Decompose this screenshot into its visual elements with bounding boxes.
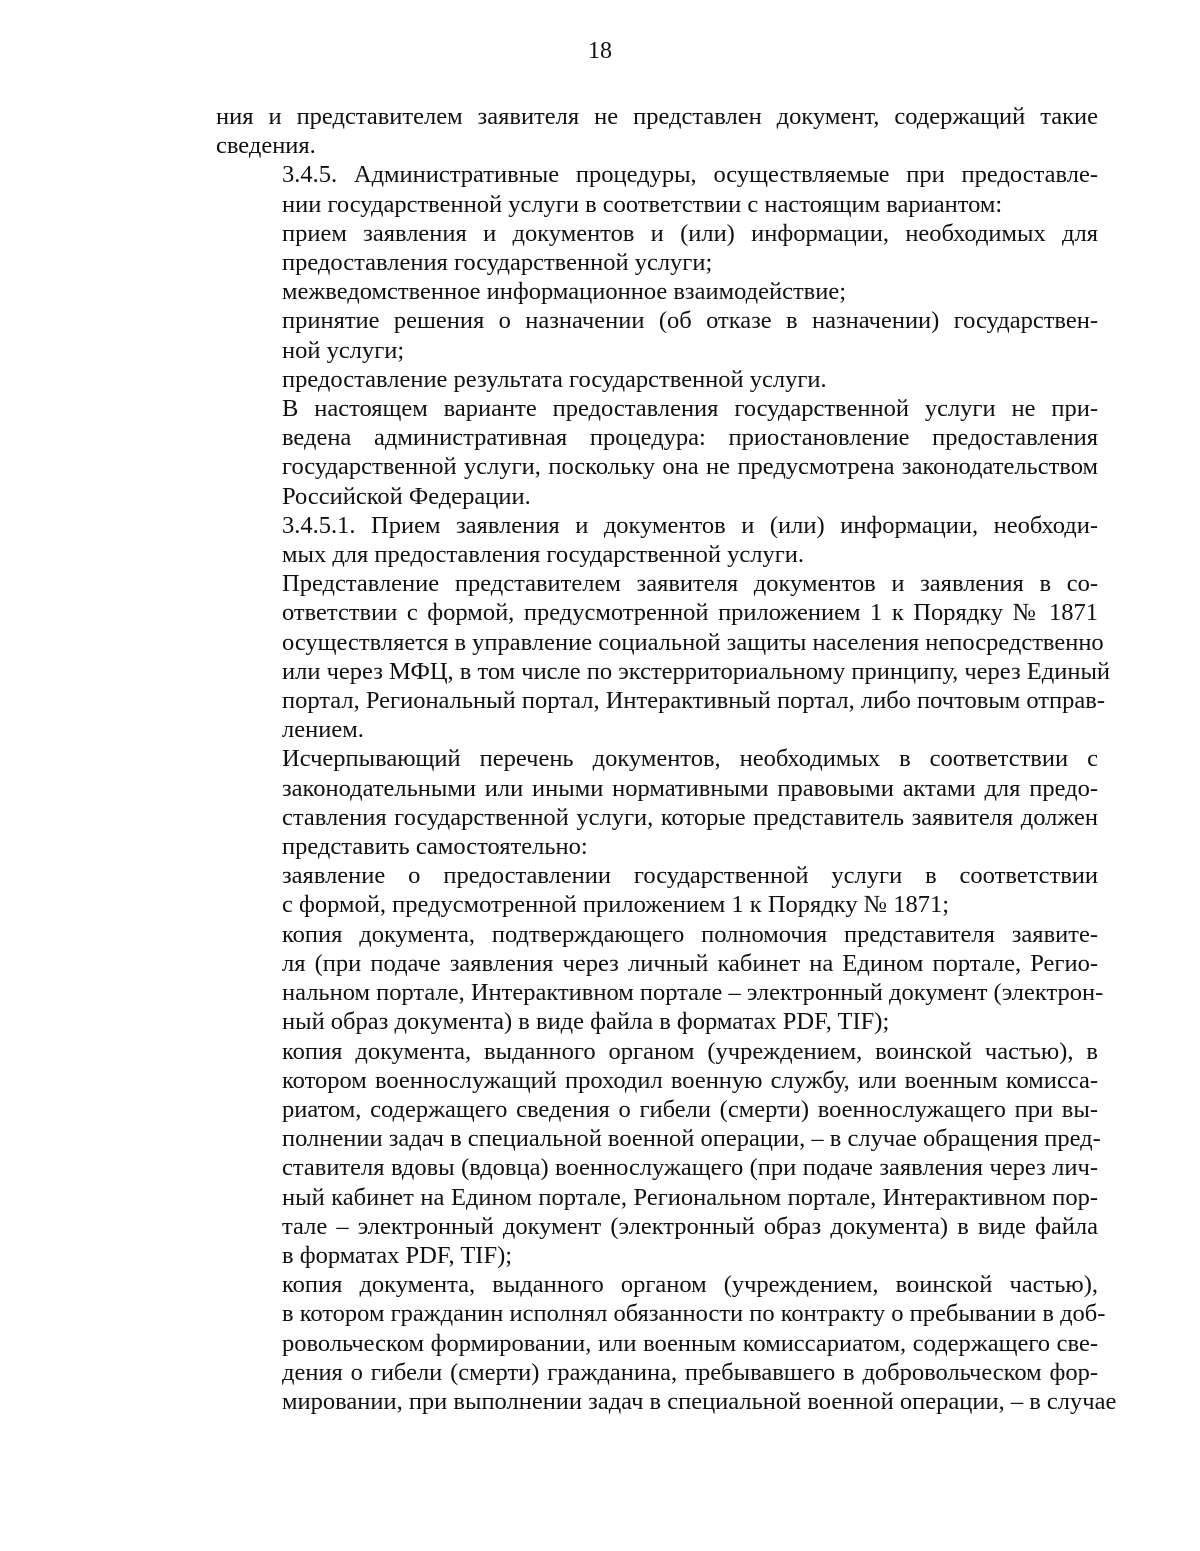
text-line: полнении задач в специальной военной операции, – в случае обращения пред- [282,1125,1101,1153]
text-line: копия документа, подтверждающего полномочия представителя заявите- [282,920,1098,948]
text-line: мировании, при выполнении задач в специальной военной операции, – в случае [282,1387,1117,1415]
paragraph [216,511,1098,569]
paragraph [216,861,1098,919]
paragraph [216,102,1098,160]
paragraph [216,920,1104,1037]
text-line: предоставления государственной услуги; [282,249,713,277]
text-line: Представление представителем заявителя документов и заявления в со- [282,570,1098,598]
text-line: в котором гражданин исполнял обязанности по контракту о пребывании в доб- [282,1300,1106,1328]
text-line: ведена административная процедура: приостановление предоставления [282,424,1098,452]
text-line: 3.4.5.1. Прием заявления и документов и (или) информации, необходи- [282,511,1098,539]
text-line: В настоящем варианте предоставления государственной услуги не при- [282,395,1098,423]
paragraph [216,277,1098,306]
paragraph [216,394,1098,511]
paragraph [216,569,1111,744]
text-line: ной услуги; [282,336,405,364]
text-line: осуществляется в управление социальной защиты населения непосредственно [282,628,1104,656]
paragraph [216,306,1098,364]
paragraph [216,1270,1117,1416]
text-line: риатом, содержащего сведения о гибели (смерти) военнослужащего при вы- [282,1095,1098,1123]
text-line: прием заявления и документов и (или) информации, необходимых для [282,219,1098,247]
text-line: Исчерпывающий перечень документов, необходимых в соответствии с [282,745,1098,773]
text-line: государственной услуги, поскольку она не предусмотрена законодательством [282,453,1098,481]
text-line: 3.4.5. Административные процедуры, осуществляемые при предоставле- [282,161,1098,189]
text-line: ставителя вдовы (вдовца) военнослужащего (при подаче заявления через лич- [282,1154,1098,1182]
text-line: с формой, предусмотренной приложением 1 к Порядку № 1871; [282,891,950,919]
text-line: заявление о предоставлении государственной услуги в соответствии [282,862,1098,890]
paragraph [216,744,1098,861]
text-line: ответствии с формой, предусмотренной приложением 1 к Порядку № 1871 [282,599,1098,627]
text-line: предоставление результата государственной услуги. [282,365,827,393]
text-line: ставления государственной услуги, которые представитель заявителя должен [282,803,1098,831]
paragraph [216,365,1098,394]
text-line: портал, Региональный портал, Интерактивный портал, либо почтовым отправ- [282,687,1105,715]
text-line: в форматах PDF, TIF); [282,1241,513,1269]
text-line: ный кабинет на Едином портале, Региональном портале, Интерактивном пор- [282,1183,1098,1211]
text-line: ровольческом формировании, или военным комиссариатом, содержащего све- [282,1329,1098,1357]
text-line: ный образ документа) в виде файла в форматах PDF, TIF); [282,1008,890,1036]
text-line: котором военнослужащий проходил военную службу, или военным комисса- [282,1066,1098,1094]
text-line: или через МФЦ, в том числе по экстерриториальному принципу, через Единый [282,657,1111,685]
text-line: копия документа, выданного органом (учреждением, воинской частью), [282,1271,1098,1299]
paragraph [216,219,1098,277]
text-line: лением. [282,716,364,744]
text-line: Российской Федерации. [282,482,531,510]
text-line: принятие решения о назначении (об отказе в назначении) государствен- [282,307,1098,335]
text-line: копия документа, выданного органом (учреждением, воинской частью), в [282,1037,1098,1065]
text-line: законодательными или иными нормативными правовыми актами для предо- [282,774,1098,802]
text-line: мых для предоставления государственной услуги. [282,541,805,569]
text-line: нальном портале, Интерактивном портале – электронный документ (электрон- [282,979,1104,1007]
text-line: ния и представителем заявителя не представлен документ, содержащий такие [216,103,1098,130]
document-body [216,102,1117,1416]
text-line: дения о гибели (смерти) гражданина, пребывавшего в добровольческом фор- [282,1358,1098,1386]
text-line: сведения. [216,132,316,160]
text-line: межведомственное информационное взаимодействие; [282,278,847,306]
page-number: 18 [588,38,612,64]
text-line: представить самостоятельно: [282,833,588,861]
text-line: тале – электронный документ (электронный образ документа) в виде файла [282,1212,1098,1240]
paragraph [216,1037,1101,1271]
text-line: нии государственной услуги в соответствии с настоящим вариантом: [282,190,1003,218]
paragraph [216,160,1098,218]
text-line: ля (при подаче заявления через личный кабинет на Едином портале, Регио- [282,949,1098,977]
